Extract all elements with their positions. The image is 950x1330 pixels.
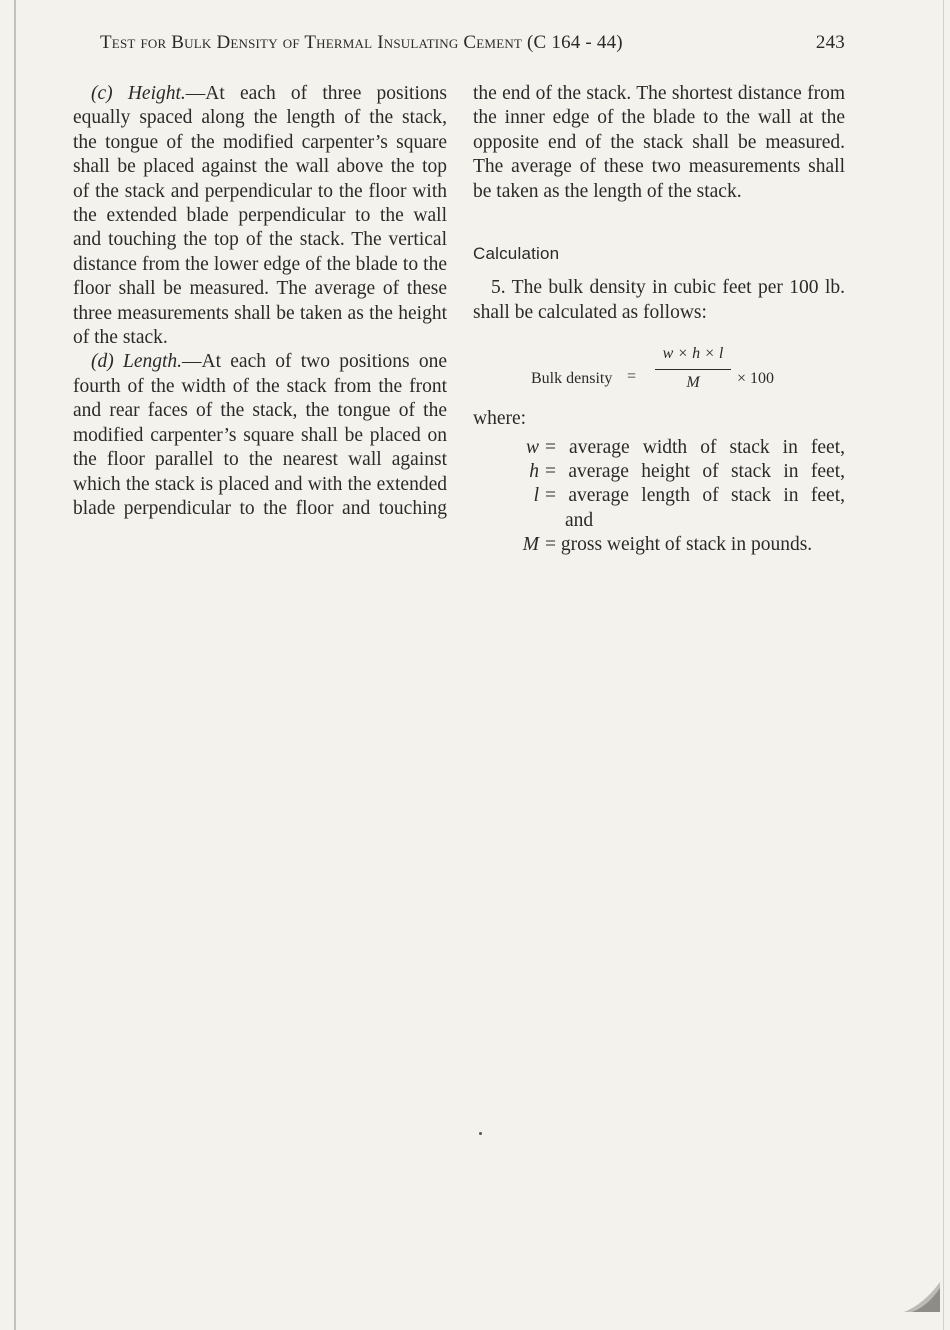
symbol-h: h bbox=[529, 461, 539, 483]
definition-text-h: = average height of stack in feet, bbox=[545, 461, 845, 483]
definition-M bbox=[473, 533, 845, 557]
right-column bbox=[473, 82, 845, 558]
page-corner-curl bbox=[904, 1282, 940, 1312]
definition-w bbox=[473, 436, 845, 460]
symbol-l: l bbox=[533, 485, 539, 507]
length-continuation: the end of the stack. The shortest distance from the inner edge of the blade to the wall at the opposite end of the stack shall be measured. The average of these two measurements shall be taken as the length of the stack. bbox=[473, 83, 845, 202]
page-right-edge bbox=[943, 0, 944, 1330]
running-header bbox=[100, 32, 845, 54]
symbol-empty bbox=[473, 509, 545, 533]
length-subheading: (d) Length. bbox=[91, 351, 183, 373]
formula-equals: = bbox=[627, 368, 637, 386]
symbol-w: w bbox=[525, 436, 539, 458]
definition-text-l: = average length of stack in feet, bbox=[545, 485, 845, 507]
definition-h bbox=[473, 460, 845, 484]
height-subheading: (c) Height. bbox=[91, 83, 186, 104]
formula-fraction bbox=[655, 345, 731, 392]
formula-multiplier: × 100 bbox=[737, 370, 775, 388]
formula-label: Bulk density bbox=[531, 370, 613, 388]
height-text: —At each of three positions equally spaced along the length of the stack, the tongue of the modified carpenter’s square shall be placed against the wall above the top of the stack and perpendicular to the floor with the extended blade perpendicular to the wall and touching the top of the stack. The vertical distance from the lower edge of the blade to the floor shall be measured. The average of these three measurements shall be taken as the height of the stack. bbox=[73, 83, 447, 349]
definition-text-w: = average width of stack in feet, bbox=[545, 436, 845, 458]
bulk-density-formula bbox=[531, 345, 845, 407]
definition-and-text: and bbox=[565, 509, 594, 531]
symbol-M: M bbox=[522, 534, 539, 556]
definition-and bbox=[473, 509, 845, 533]
section-heading-calculation: Calculation bbox=[473, 244, 560, 264]
running-title: Test for Bulk Density of Thermal Insulating Cement (C 164 - 44) bbox=[100, 32, 623, 53]
page-number: 243 bbox=[815, 32, 845, 53]
paragraph-5: 5. The bulk density in cubic feet per 100 lb. shall be calculated as follows: bbox=[473, 277, 845, 323]
definition-text-M: = gross weight of stack in pounds. bbox=[545, 534, 813, 556]
where-label: where: bbox=[473, 408, 527, 430]
length-text: —At each of two positions one fourth of the width of the stack from the front and rear faces of the stack, the tongue of the modified carpenter’s square shall be placed on the floor parallel to the nearest wall against which the stack is placed and with the extended blade perpendicular to the floor and touching bbox=[73, 351, 448, 519]
variable-definitions bbox=[473, 436, 845, 558]
fraction-bar bbox=[655, 369, 731, 370]
page-binding-edge bbox=[14, 0, 16, 1330]
formula-numerator: w × h × l bbox=[662, 345, 724, 363]
page-speck bbox=[479, 1132, 482, 1135]
formula-denominator: M bbox=[686, 374, 700, 392]
definition-l bbox=[473, 484, 845, 508]
left-column bbox=[73, 82, 447, 521]
paragraph-height bbox=[73, 82, 447, 350]
paragraph-length bbox=[73, 350, 447, 521]
